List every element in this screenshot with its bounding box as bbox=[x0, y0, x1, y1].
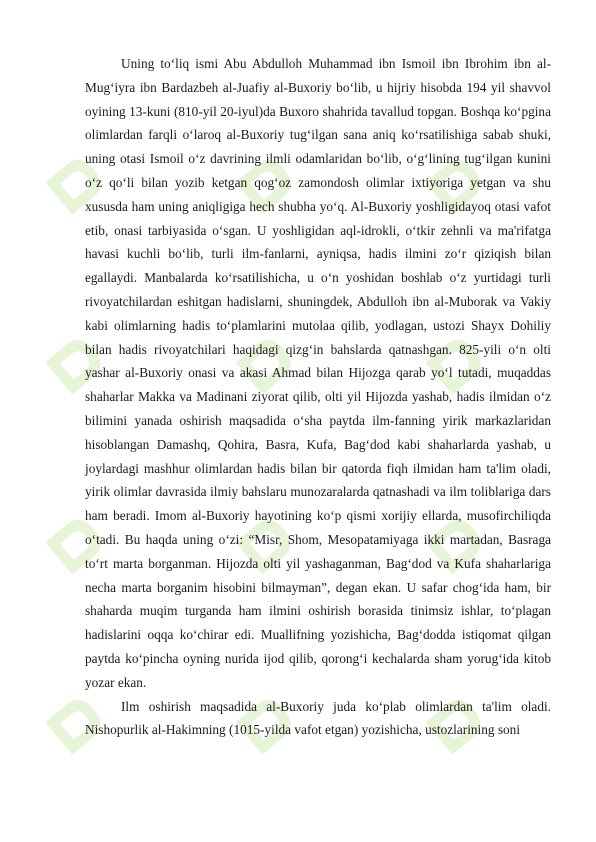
paragraph-1: Uning to‘liq ismi Abu Abdulloh Muhammad ibn Ismoil ibn Ibrohim ibn al-Mug‘iyra ibn Bardazbeh al-Juafiy al-Buxoriy bo‘lib, u hijriy hisobda 194 yil shavvol oyining 13-kuni (810-yil 20-iyul)da Buxoro shahrida tavallud topgan. Boshqa ko‘pgina olimlardan farqli o‘laroq al-Buxoriy tug‘ilgan sana aniq ko‘rsatilishiga sabab shuki, uning otasi Ismoil o‘z davrining ilmli odamlaridan bo‘lib, o‘g‘lining tug‘ilgan kunini o‘z qo‘li bilan yozib ketgan qog‘oz zamondosh olimlar ixtiyoriga yetgan va shu xususda ham uning aniqligiga hech shubha yo‘q. Al-Buxoriy yoshligidayoq otasi vafot etib, onasi tarbiyasida o‘sgan. U yoshligidan aql-idrokli, o‘tkir zehnli va ma'rifatga havasi kuchli bo‘lib, turli ilm-fanlarni, ayniqsa, hadis ilmini zo‘r qiziqish bilan egallaydi. Manbalarda ko‘rsatilishicha, u o‘n yoshidan boshlab o‘z yurtidagi turli rivoyatchilardan eshitgan hadislarni, shuningdek, Abdulloh ibn al-Muborak va Vakiy kabi olimlarning hadis to‘plamlarini mutolaa qilib, yodlagan, ustozi Shayx Dohiliy bilan hadis rivoyatchilari haqidagi qizg‘in bahslarda qatnashgan. 825-yili o‘n olti yashar al-Buxoriy onasi va akasi Ahmad bilan Hijozga qarab yo‘l tutadi, muqaddas shaharlar Makka va Madinani ziyorat qilib, olti yil Hijozda yashab, hadis ilmidan o‘z bilimini yanada oshirish maqsadida o‘sha paytda ilm-fanning yirik markazlaridan hisoblangan Damashq, Qohira, Basra, Kufa, Bag‘dod kabi shaharlarda yashab, u joylardagi mashhur olimlardan hadis bilan bir qatorda fiqh ilmidan ham ta'lim oladi, yirik olimlar davrasida ilmiy bahslaru munozaralarda qatnashadi va ilm toliblariga dars ham beradi. Imom al-Buxoriy hayotining ko‘p qismi xorijiy ellarda, musofirchiliqda o‘tadi. Bu haqda uning o‘zi: “Misr, Shom, Mesopatamiyaga ikki martadan, Basraga to‘rt marta borganman. Hijozda olti yil yashaganman, Bag‘dod va Kufa shaharlariga necha marta borganim hisobini bilmayman”, degan ekan. U safar chog‘ida ham, bir shaharda muqim turganda ham ilmini oshirish borasida tinimsiz ishlar, to‘plagan hadislarini oqqa ko‘chirar edi. Muallifning yozishicha, Bag‘dodda istiqomat qilgan paytda ko‘pincha oyning nurida ijod qilib, qorong‘i kechalarda sham yorug‘ida kitob yozar ekan. bbox=[85, 56, 551, 690]
paragraph-2: Ilm oshirish maqsadida al-Buxoriy juda ko‘plab olimlardan ta'lim oladi. Nishopurlik al-Hakimning (1015-yilda vafot etgan) yozishicha, ustozlarining soni bbox=[85, 698, 551, 738]
body-text bbox=[85, 52, 551, 742]
